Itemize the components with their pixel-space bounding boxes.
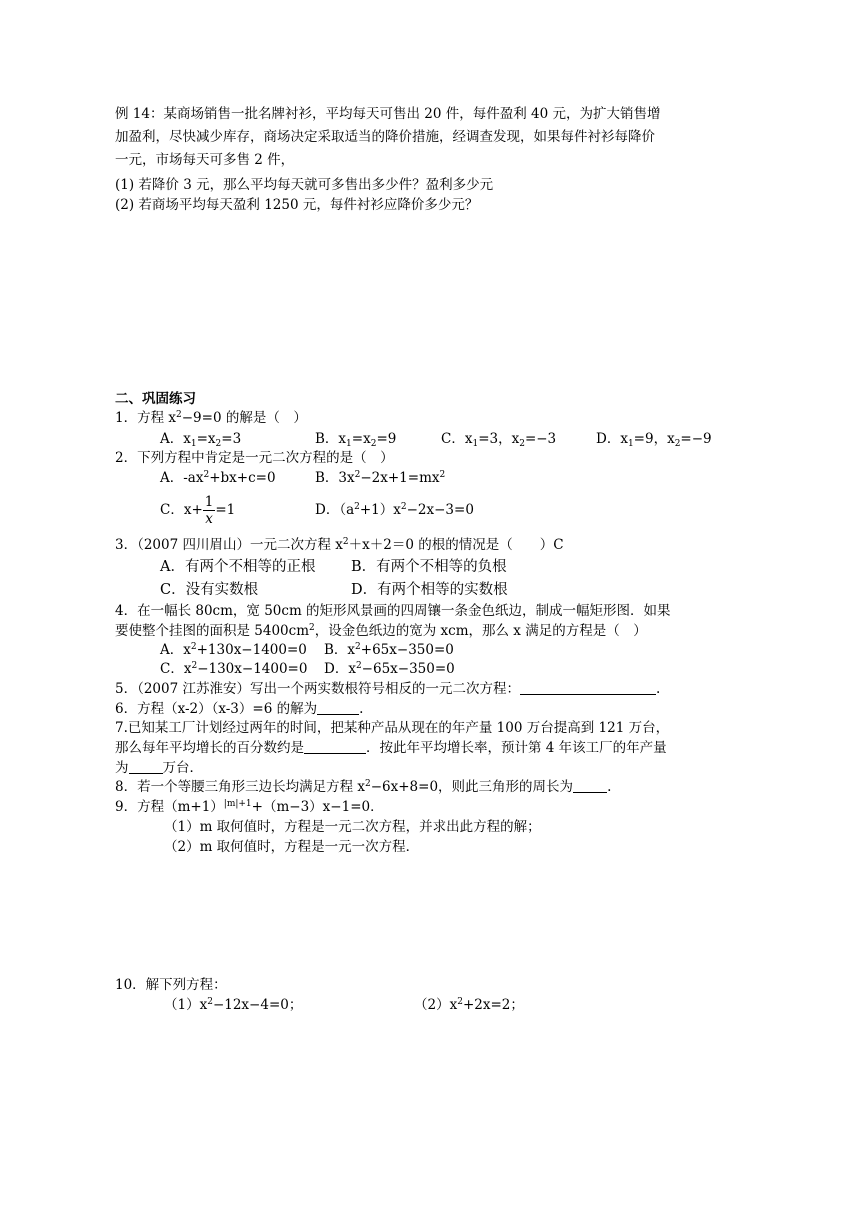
problem-1-option-d: D．$x_1=9$，$x_2=-9$: [596, 431, 712, 449]
problem-5: 5．（2007 江苏淮安）写出一个两实数根符号相反的一元二次方程： .: [115, 681, 661, 697]
problem-4-line-1: 4．在一幅长 80cm，宽 50cm 的矩形风景画的四周镶一条金色纸边，制成一幅矩形图．如果: [115, 603, 671, 619]
answer-blank[interactable]: [317, 700, 359, 715]
problem-2-options-row-1: [0, 468, 860, 488]
problem-9-part-1: （1）m 取何值时，方程是一元二次方程，并求出此方程的解；: [164, 819, 541, 835]
problem-3-option-c: C．没有实数根: [160, 582, 259, 598]
problem-10-part-2: $(2)x^2+2x=2$；: [414, 997, 524, 1013]
example-line-3: 一元，市场每天可多售 2 件，: [115, 152, 295, 168]
problem-1-options: [0, 429, 860, 449]
problem-1-option-b: B．$x_1=x_2=9$: [315, 431, 397, 449]
example-question-1: (1) 若降价 3 元，那么平均每天就可多售出多少件？盈利多少元: [115, 177, 494, 193]
problem-3-options-row-2: [0, 580, 860, 602]
problem-4-option-d: D．$x^2-65x-350=0$: [324, 661, 455, 677]
problem-1-option-c: C．$x_1=3$，$x_2=-3$: [441, 431, 557, 449]
problem-3-option-d: D．有两个相等的实数根: [351, 582, 508, 598]
problem-9-stem: 9．方程$(m+1)^{|m|+1}+(m-3)x-1=0$．: [115, 799, 384, 815]
problem-10-stem: 10．解下列方程：: [115, 977, 227, 993]
problem-4-option-c: C．$x^2-130x-1400=0$: [160, 661, 308, 677]
problem-3-options-row-1: [0, 557, 860, 579]
section-title: 二、巩固练习: [115, 391, 196, 407]
problem-8: 8．若一个等腰三角形三边长均满足方程 $x^2-6x+8=0$，则此三角形的周长为 .: [115, 779, 612, 795]
problem-10-parts: [0, 995, 860, 1015]
problem-3-stem: 3．（2007 四川眉山）一元二次方程 $x^2+x+2=0$ 的根的情况是（ ）C: [115, 537, 564, 553]
problem-2-option-a: A．$-ax^2+bx+c=0$: [160, 470, 276, 486]
problem-6: 6．方程（x-2）（x-3）=6 的解为 .: [115, 701, 364, 717]
problem-10-part-1: $(1)x^2-12x-4=0$；: [164, 997, 303, 1013]
example-question-2: (2) 若商场平均每天盈利 1250 元，每件衬衫应降价多少元？: [115, 197, 479, 213]
answer-blank[interactable]: [304, 739, 366, 754]
problem-3-option-b: B．有两个不相等的负根: [351, 559, 507, 575]
problem-2-option-b: B．$3x^2-2x+1=mx^2$: [315, 470, 446, 486]
problem-2-options-row-2: [0, 490, 860, 530]
fraction-one-over-x: $\frac{1}{x}$: [204, 494, 214, 527]
problem-9-part-2: （2）m 取何值时，方程是一元一次方程．: [164, 839, 420, 855]
problem-4-option-a: A．$x^2+130x-1400=0$: [160, 642, 307, 658]
problem-7-line-3: 为 万台．: [115, 760, 203, 776]
example-line-2: 加盈利，尽快减少库存，商场决定采取适当的降价措施，经调查发现，如果每件衬衫每降价: [115, 129, 655, 145]
problem-3-option-a: A．有两个不相等的正根: [160, 559, 316, 575]
problem-7-line-2: 那么每年平均增长的百分数约是 ．按此年平均增长率，预计第 4 年该工厂的年产量: [115, 740, 667, 756]
problem-4-option-b: B．$x^2+65x-350=0$: [324, 642, 454, 658]
problem-4-options-row-2: [0, 659, 860, 679]
problem-1-stem: 1．方程 $x^2-9=0$ 的解是（ ）: [115, 410, 307, 426]
problem-1-option-a: A．$x_1=x_2=3$: [160, 431, 242, 449]
problem-2-option-c: C．x+ $\frac{1}{x}$ =1: [160, 494, 236, 527]
answer-blank[interactable]: [129, 759, 163, 774]
answer-blank[interactable]: [573, 778, 607, 793]
problem-2-stem: 2．下列方程中肯定是一元二次方程的是（ ）: [115, 450, 394, 466]
problem-4-options-row-1: [0, 640, 860, 660]
problem-4-line-2: 要使整个挂图的面积是 $5400cm^2$，设金色纸边的宽为 xcm，那么 x 满足的方程是（ ）: [115, 623, 647, 639]
problem-7-line-1: 7.已知某工厂计划经过两年的时间，把某种产品从现在的年产量 100 万台提高到 121 万台，: [115, 720, 670, 736]
answer-blank[interactable]: [520, 680, 656, 695]
problem-2-option-d: D．$(a^2+1)x^2-2x-3=0$: [315, 502, 474, 518]
example-line-1: 例 14：某商场销售一批名牌衬衫，平均每天可售出 20 件，每件盈利 40 元，为扩大销售增: [115, 106, 661, 122]
